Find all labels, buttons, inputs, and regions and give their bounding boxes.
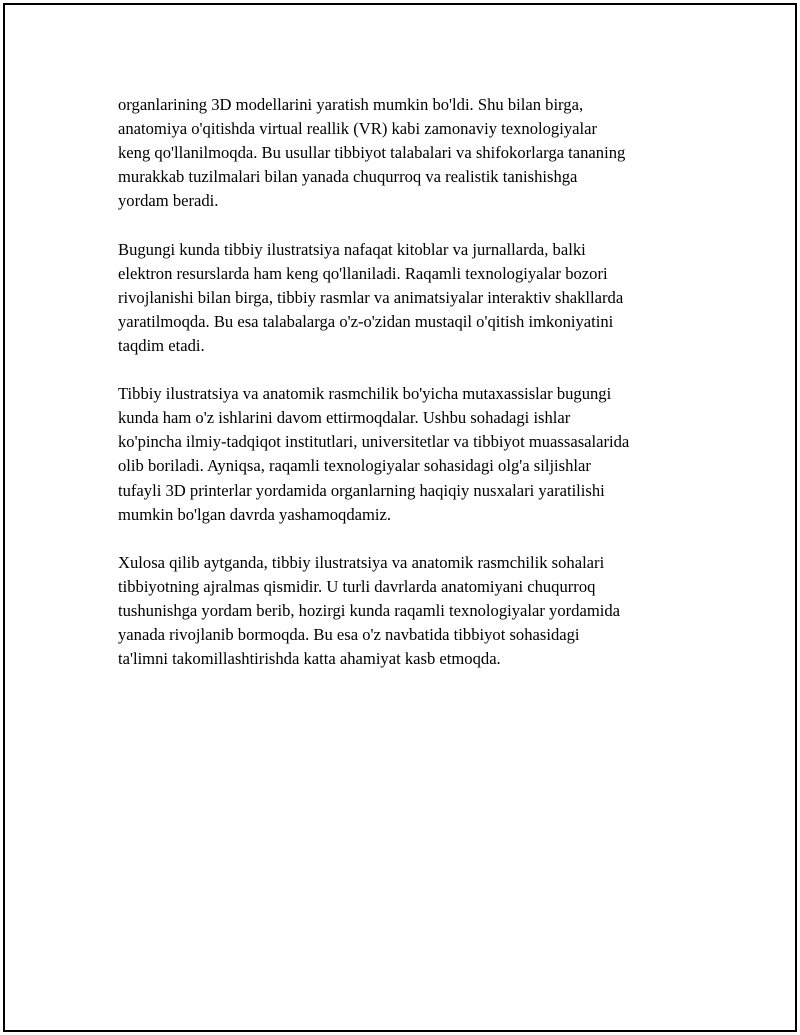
paragraph-2: [118, 238, 698, 358]
text-line: Tibbiy ilustratsiya va anatomik rasmchilik bo'yicha mutaxassislar bugungi: [118, 384, 612, 404]
text-line: taqdim etadi.: [118, 335, 205, 355]
paragraph-1: [118, 93, 698, 213]
text-line: ta'limni takomillashtirishda katta ahamiyat kasb etmoqda.: [118, 649, 501, 669]
paragraph-4: [118, 551, 698, 671]
text-line: mumkin bo'lgan davrda yashamoqdamiz.: [118, 504, 392, 524]
text-line: ko'pincha ilmiy-tadqiqot institutlari, universitetlar va tibbiyot muassasalarida: [118, 432, 630, 452]
text-line: Bugungi kunda tibbiy ilustratsiya nafaqat kitoblar va jurnallarda, balki: [118, 239, 586, 259]
text-line: tufayli 3D printerlar yordamida organlarning haqiqiy nusxalari yaratilishi: [118, 480, 605, 500]
document-body: [118, 93, 698, 695]
text-line: anatomiya o'qitishda virtual reallik (VR) kabi zamonaviy texnologiyalar: [118, 119, 597, 139]
text-line: kunda ham o'z ishlarini davom ettirmoqdalar. Ushbu sohadagi ishlar: [118, 408, 571, 428]
text-line: Xulosa qilib aytganda, tibbiy ilustratsiya va anatomik rasmchilik sohalari: [118, 552, 605, 572]
text-line: rivojlanishi bilan birga, tibbiy rasmlar va animatsiyalar interaktiv shakllarda: [118, 287, 624, 307]
text-line: yaratilmoqda. Bu esa talabalarga o'z-o'zidan mustaqil o'qitish imkoniyatini: [118, 311, 614, 331]
text-line: elektron resurslarda ham keng qo'llaniladi. Raqamli texnologiyalar bozori: [118, 263, 608, 283]
text-line: keng qo'llanilmoqda. Bu usullar tibbiyot talabalari va shifokorlarga tananing: [118, 143, 626, 163]
text-line: organlarining 3D modellarini yaratish mumkin bo'ldi. Shu bilan birga,: [118, 95, 584, 114]
text-line: murakkab tuzilmalari bilan yanada chuqurroq va realistik tanishishga: [118, 167, 578, 187]
text-line: yordam beradi.: [118, 191, 219, 211]
text-line: tushunishga yordam berib, hozirgi kunda raqamli texnologiyalar yordamida: [118, 600, 620, 620]
paragraph-3: [118, 382, 698, 527]
text-line: yanada rivojlanib bormoqda. Bu esa o'z navbatida tibbiyot sohasidagi: [118, 625, 580, 645]
text-line: olib boriladi. Ayniqsa, raqamli texnologiyalar sohasidagi olg'a siljishlar: [118, 456, 591, 476]
text-line: tibbiyotning ajralmas qismidir. U turli davrlarda anatomiyani chuqurroq: [118, 576, 596, 596]
